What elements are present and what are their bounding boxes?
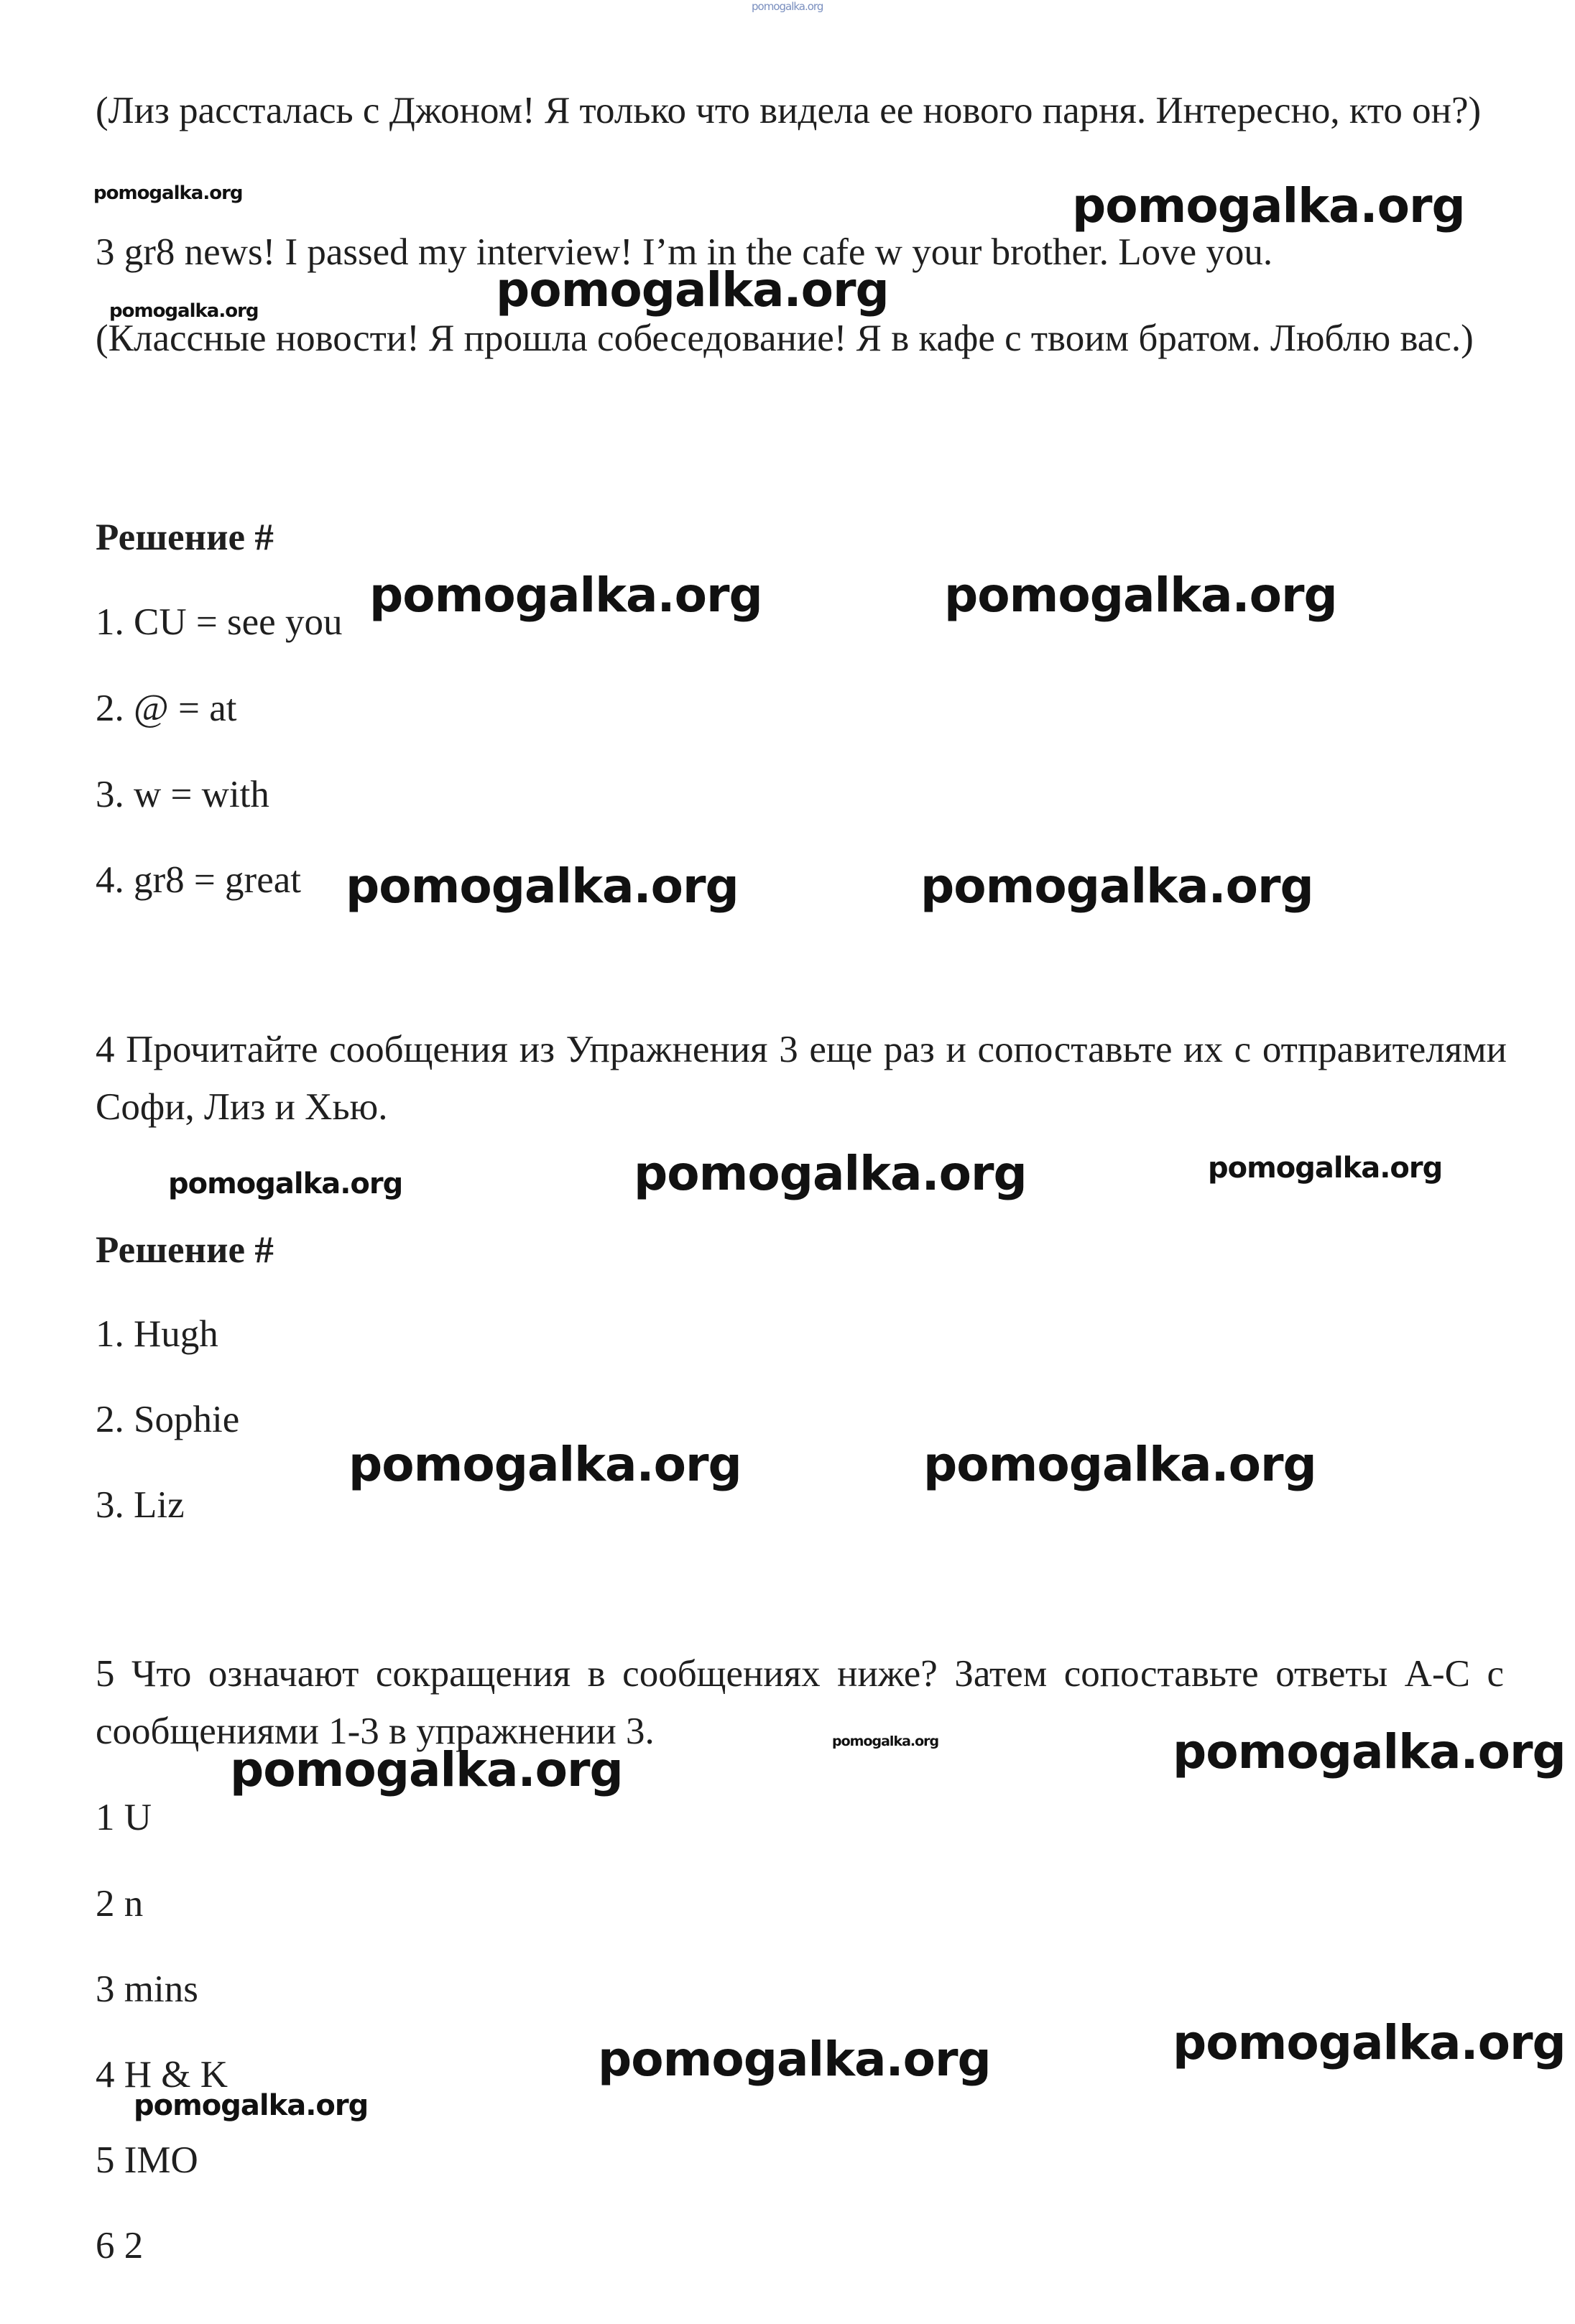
watermark: pomogalka.org <box>496 262 889 318</box>
watermark: pomogalka.org <box>1072 178 1465 233</box>
watermark: pomogalka.org <box>168 1167 403 1200</box>
watermark: pomogalka.org <box>348 1437 742 1492</box>
abbreviation-5: 5 IMO <box>96 2139 198 2181</box>
liz-translation: (Лиз рассталась с Джоном! Я только что видела ее нового парня. Интересно, кто он?) <box>96 90 1482 131</box>
answer-1-3: 3. w = with <box>96 774 269 815</box>
watermark: pomogalka.org <box>93 182 243 204</box>
abbreviation-4: 4 H & K <box>96 2054 228 2096</box>
abbreviation-1: 1 U <box>96 1797 152 1838</box>
watermark: pomogalka.org <box>134 2089 369 2122</box>
watermark: pomogalka.org <box>944 568 1337 623</box>
answer-2-1: 1. Hugh <box>96 1313 218 1355</box>
watermark: pomogalka.org <box>230 1742 623 1797</box>
abbreviation-2: 2 n <box>96 1883 144 1925</box>
solution-heading-1: Решение # <box>96 517 274 558</box>
answer-2-3: 3. Liz <box>96 1484 185 1526</box>
watermark: pomogalka.org <box>920 858 1313 914</box>
answer-1-2: 2. @ = at <box>96 688 237 729</box>
watermark: pomogalka.org <box>1173 1724 1566 1779</box>
watermark: pomogalka.org <box>1173 2015 1566 2070</box>
watermark: pomogalka.org <box>923 1437 1316 1492</box>
watermark: pomogalka.org <box>109 300 259 322</box>
watermark: pomogalka.org <box>1208 1152 1443 1185</box>
message-3: 3 gr8 news! I passed my interview! I’m in the cafe w your brother. Love you. <box>96 231 1273 273</box>
watermark: pomogalka.org <box>598 2032 991 2087</box>
answer-2-2: 2. Sophie <box>96 1399 240 1440</box>
task-4: 4 Прочитайте сообщения из Упражнения 3 еще раз и сопоставьте их с отправителями Софи, Лиз и Хью. <box>96 1029 1507 1128</box>
solution-heading-2: Решение # <box>96 1229 274 1271</box>
answer-1-1: 1. CU = see you <box>96 601 343 643</box>
watermark: pomogalka.org <box>346 858 739 914</box>
watermark: pomogalka.org <box>634 1146 1027 1201</box>
top-watermark: pomogalka.org <box>752 0 823 13</box>
watermark: pomogalka.org <box>832 1733 939 1749</box>
watermark: pomogalka.org <box>369 568 762 623</box>
abbreviation-6: 6 2 <box>96 2225 144 2267</box>
task-5: 5 Что означают сокращения в сообщениях ниже? Затем сопоставьте ответы A-C с сообщениями 1-3 в упражнении 3. <box>96 1653 1504 1752</box>
answer-1-4: 4. gr8 = great <box>96 859 301 901</box>
message-3-translation: (Классные новости! Я прошла собеседование! Я в кафе с твоим братом. Люблю вас.) <box>96 318 1474 359</box>
abbreviation-3: 3 mins <box>96 1968 198 2010</box>
